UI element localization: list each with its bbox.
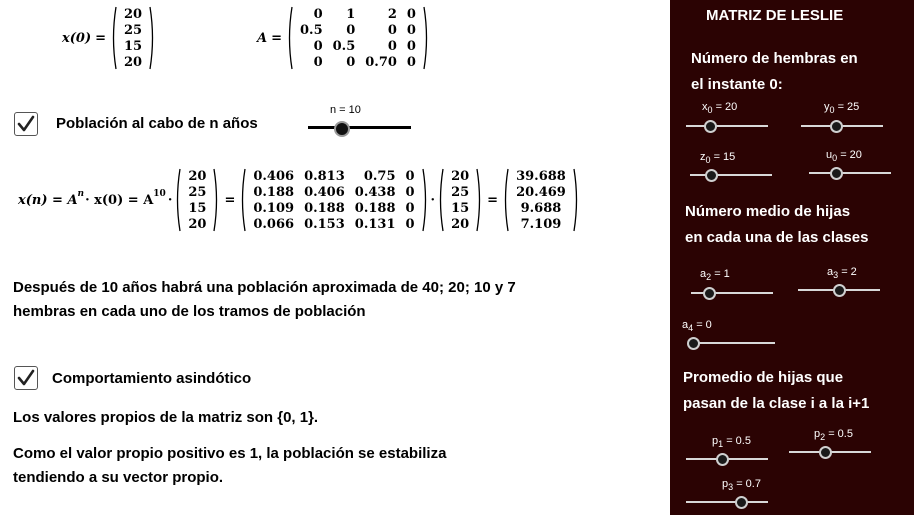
right-paren-icon (423, 6, 430, 70)
x0-cell: 20 (124, 54, 143, 70)
A-cell: 0 (406, 38, 416, 54)
A10-cell: 0.438 (354, 184, 396, 200)
z0-slider-track[interactable] (690, 174, 772, 176)
A10-cell: 0 (405, 184, 415, 200)
p3-slider-label: $p_3 = 0.7$ (722, 478, 761, 493)
A10-cell: 0.153 (304, 216, 345, 232)
p2-slider-label: $p_2 = 0.5$ (814, 428, 853, 443)
p2-slider-handle[interactable] (819, 446, 832, 459)
result-vector (502, 168, 580, 232)
A-cell: 0 (313, 6, 323, 22)
poblacion-label: Población al cabo de n años (56, 115, 258, 132)
panel-title: MATRIZ DE LESLIE (706, 7, 844, 24)
A10-cell: 0.188 (253, 184, 295, 200)
left-paren-icon (502, 168, 509, 232)
checkmark-icon (17, 369, 35, 387)
a4-slider-track[interactable] (690, 342, 775, 344)
a3-slider-label: $a_3 = 2$ (827, 266, 857, 281)
A10-matrix (239, 168, 428, 232)
u0-slider-label: $u_0 = 20$ (826, 149, 862, 164)
x0-cell: 20 (451, 216, 470, 232)
n-slider-track[interactable] (308, 126, 411, 129)
A10-cell: 0.75 (363, 168, 396, 184)
right-paren-icon (422, 168, 429, 232)
asintotico-checkbox[interactable] (14, 366, 38, 390)
left-paren-icon (110, 6, 117, 70)
A10-cell: 0.406 (304, 184, 345, 200)
A10-cell: 0.109 (253, 200, 295, 216)
A-cell: 0 (346, 54, 356, 70)
a4-slider-label: $a_4 = 0$ (682, 319, 712, 334)
A-cell: 0.70 (365, 54, 397, 70)
A-cell: 1 (346, 6, 356, 22)
a4-slider-handle[interactable] (687, 337, 700, 350)
A-cell: 0 (313, 54, 323, 70)
A10-cell: 0.813 (304, 168, 345, 184)
z0-slider-handle[interactable] (705, 169, 718, 182)
poblacion-result-text: Después de 10 años habrá una población aproximada de 40; 20; 10 y 7 hembras en cada uno de los tramos de población (13, 279, 516, 320)
section-hembras-heading: Número de hembras en el instante 0: (691, 50, 858, 93)
x0-cell: 20 (124, 6, 143, 22)
left-paren-icon (437, 168, 444, 232)
A10-cell: 0 (405, 216, 415, 232)
A-matrix-expression: A = 0 1 2 0 0.5 0 0 0 0 0.5 0 0 0 0 0.70 0 (257, 6, 430, 70)
n-slider-handle[interactable] (334, 121, 350, 137)
A-cell: 0 (346, 22, 356, 38)
result-cell: 7.109 (520, 216, 562, 232)
x0-cell: 20 (451, 168, 470, 184)
y0-slider-handle[interactable] (830, 120, 843, 133)
A-cell: 0.5 (332, 38, 356, 54)
left-paren-icon (239, 168, 246, 232)
A10-cell: 0.066 (253, 216, 295, 232)
p1-slider-handle[interactable] (716, 453, 729, 466)
right-paren-icon (476, 168, 483, 232)
section-hijas-heading: Número medio de hijas en cada una de las clases (685, 203, 869, 246)
x0-vector-expression: x(0) = 20 25 15 20 (62, 6, 156, 70)
x0-cell: 15 (188, 200, 207, 216)
leslie-panel (670, 0, 914, 515)
x0-cell: 25 (124, 22, 143, 38)
A-cell: 2 (387, 6, 397, 22)
A-label: A (257, 30, 268, 46)
poblacion-checkbox[interactable] (14, 112, 38, 136)
xn-formula: x(n) = A $^n$ · x(0) = A $^{10}$ · 20 25 15 20 = 0.406 0.813 0.75 0 0.188 0.406 0.438 0 0.109 0.188 0.188 0 0.066 0.153 0.131 0 · 20 25 15 20 = 39.688 20.469 9.688 7.109 (18, 168, 580, 232)
A10-cell: 0.188 (354, 200, 396, 216)
A-cell: 0 (313, 38, 323, 54)
checkmark-icon (17, 115, 35, 133)
A10-cell: 0 (405, 200, 415, 216)
z0-slider-label: $z_0 = 15$ (700, 151, 736, 166)
A-cell: 0 (387, 38, 397, 54)
A-cell: 0 (406, 6, 416, 22)
left-paren-icon (174, 168, 181, 232)
A10-cell: 0.131 (354, 216, 396, 232)
A-cell: 0 (406, 22, 416, 38)
left-paren-icon (286, 6, 293, 70)
result-cell: 20.469 (516, 184, 566, 200)
A-cell: 0.5 (300, 22, 323, 38)
n-slider-label: n = 10 (330, 104, 361, 116)
u0-slider-track[interactable] (809, 172, 891, 174)
A10-cell: 0.406 (253, 168, 295, 184)
A-cell: 0 (406, 54, 416, 70)
x0-label: x(0) (62, 30, 92, 46)
a2-slider-handle[interactable] (703, 287, 716, 300)
right-paren-icon (213, 168, 220, 232)
a2-slider-label: $a_2 = 1$ (700, 268, 730, 283)
x0-cell: 20 (188, 168, 207, 184)
x0-cell: 20 (188, 216, 207, 232)
eigenvalues-text: Los valores propios de la matriz son {0, 1}. (13, 409, 319, 426)
A10-cell: 0.188 (304, 200, 345, 216)
p1-slider-label: $p_1 = 0.5$ (712, 435, 751, 450)
result-cell: 9.688 (520, 200, 562, 216)
p3-slider-handle[interactable] (735, 496, 748, 509)
section-promedio-heading: Promedio de hijas que pasan de la clase i a la i+1 (683, 369, 870, 412)
A10-cell: 0 (405, 168, 415, 184)
right-paren-icon (149, 6, 156, 70)
y0-slider-label: $y_0 = 25$ (824, 101, 860, 116)
x0-slider-label: $x_0 = 20$ (702, 101, 738, 116)
x0-vector-in-formula (174, 168, 220, 232)
x0-cell: 25 (188, 184, 207, 200)
x0-cell: 25 (451, 184, 470, 200)
asintotico-label: Comportamiento asindótico (52, 370, 252, 387)
x0-vector (110, 6, 156, 70)
x0-slider-handle[interactable] (704, 120, 717, 133)
u0-slider-handle[interactable] (830, 167, 843, 180)
x0-cell: 15 (124, 38, 143, 54)
stabilization-text: Como el valor propio positivo es 1, la población se estabiliza tendiendo a su vector propio. (13, 445, 447, 486)
p3-slider-track[interactable] (686, 501, 768, 503)
a3-slider-handle[interactable] (833, 284, 846, 297)
x0-cell: 15 (451, 200, 470, 216)
right-paren-icon (573, 168, 580, 232)
A-matrix (286, 6, 430, 70)
A-cell: 0 (387, 22, 397, 38)
x0-vector-right (437, 168, 483, 232)
result-cell: 39.688 (516, 168, 566, 184)
x0-slider-track[interactable] (686, 125, 768, 127)
